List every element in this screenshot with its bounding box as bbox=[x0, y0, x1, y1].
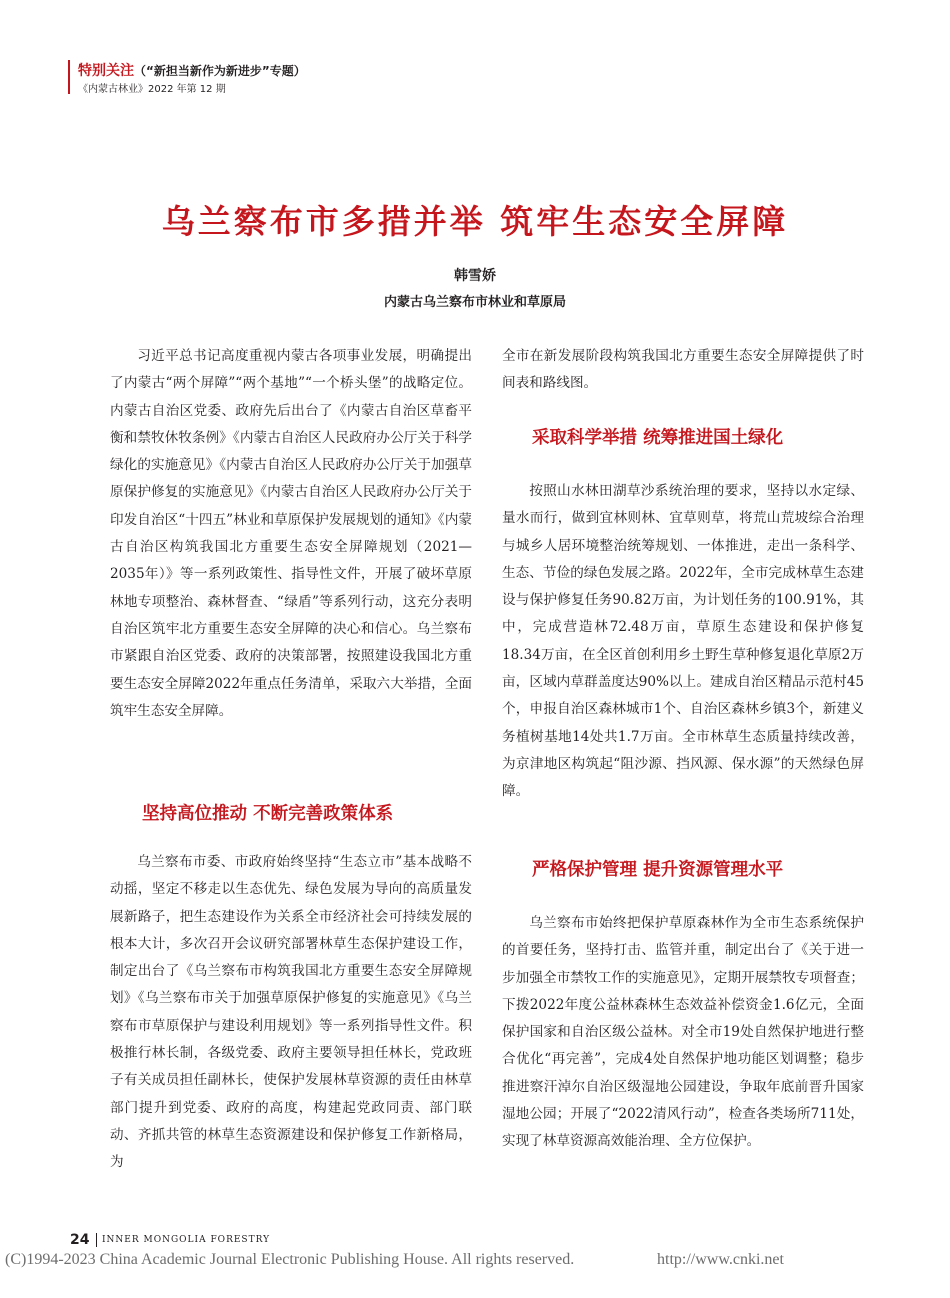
protection-paragraph: 乌兰察布市始终把保护草原森林作为全市生态系统保护的首要任务，坚持打击、监管并重，制定出台了《关于进一步加强全市禁牧工作的实施意见》，定期开展禁牧专项督查；下拨2022年度公益林森林生态效益补偿资金1.6亿元，全面保护国家和自治区级公益林。对全市19处自然保护地进行整合优化“再完善”，完成4处自然保护地功能区划调整；稳步推进察汗淖尔自治区级湿地公园建设，争取年底前晋升国家湿地公园；开展了“2022清风行动”，检查各类场所711处，实现了林草资源高效能治理、全方位保护。 bbox=[502, 915, 864, 1150]
header-accent-bar bbox=[68, 60, 70, 94]
section-heading-greening: 采取科学举措 统筹推进国土绿化 bbox=[532, 428, 784, 448]
page-number: 24 bbox=[70, 1232, 90, 1248]
journal-issue: 《内蒙古林业》2022 年第 12 期 bbox=[78, 84, 226, 95]
continued-paragraph: 全市在新发展阶段构筑我国北方重要生态安全屏障提供了时间表和路线图。 bbox=[502, 348, 864, 392]
author-affiliation: 内蒙古乌兰察布市林业和草原局 bbox=[383, 295, 566, 310]
footer-divider bbox=[96, 1233, 97, 1247]
column-name: 特别关注 bbox=[78, 63, 134, 79]
copyright-line bbox=[5, 1251, 945, 1269]
column-header bbox=[78, 60, 306, 80]
section-heading-protection: 严格保护管理 提升资源管理水平 bbox=[532, 860, 784, 880]
article-title: 乌兰察布市多措并举 筑牢生态安全屏障 bbox=[161, 202, 789, 241]
intro-paragraph: 习近平总书记高度重视内蒙古各项事业发展，明确提出了内蒙古“两个屏障”“两个基地”“一个桥头堡”的战略定位。内蒙古自治区党委、政府先后出台了《内蒙古自治区草畜平衡和禁牧休牧条例》《内蒙古自治区人民政府办公厅关于科学绿化的实施意见》《内蒙古自治区人民政府办公厅关于加强草原保护修复的实施意见》《内蒙古自治区人民政府办公厅关于印发自治区“十四五”林业和草原保护发展规划的通知》《内蒙古自治区构筑我国北方重要生态安全屏障规划（2021—2035年）》等一系列政策性、指导性文件，开展了破坏草原林地专项整治、森林督查、“绿盾”等系列行动，这充分表明自治区筑牢北方重要生态安全屏障的决心和信心。乌兰察布市紧跟自治区党委、政府的决策部署，按照建设我国北方重要生态安全屏障2022年重点任务清单，采取六大举措，全面筑牢生态安全屏障。 bbox=[110, 348, 472, 719]
article-author: 韩雪娇 bbox=[454, 268, 496, 284]
copyright-text: (C)1994-2023 China Academic Journal Electronic Publishing House. All rights reserved. bbox=[5, 1251, 575, 1268]
right-column bbox=[502, 343, 864, 1156]
left-column bbox=[110, 343, 472, 1177]
section-heading-policy: 坚持高位推动 不断完善政策体系 bbox=[142, 804, 394, 824]
column-topic: （“新担当新作为新进步”专题） bbox=[134, 64, 306, 78]
policy-paragraph: 乌兰察布市委、市政府始终坚持“生态立市”基本战略不动摇，坚定不移走以生态优先、绿色发展为导向的高质量发展新路子，把生态建设作为关系全市经济社会可持续发展的根本大计，多次召开会议研究部署林草生态保护建设工作，制定出台了《乌兰察布市构筑我国北方重要生态安全屏障规划》《乌兰察布市关于加强草原保护修复的实施意见》《乌兰察布市草原保护与建设利用规划》等一系列指导性文件。积极推行林长制，各级党委、政府主要领导担任林长，党政班子有关成员担任副林长，使保护发展林草资源的责任由林草部门提升到党委、政府的高度，构建起党政同责、部门联动、齐抓共管的林草生态资源建设和保护修复工作新格局，为 bbox=[110, 854, 472, 1171]
footer-journal-name: INNER MONGOLIA FORESTRY bbox=[102, 1235, 271, 1245]
website-link[interactable]: http://www.cnki.net bbox=[657, 1251, 784, 1268]
greening-paragraph: 按照山水林田湖草沙系统治理的要求，坚持以水定绿、量水而行，做到宜林则林、宜草则草，将荒山荒坡综合治理与城乡人居环境整治统筹规划、一体推进，走出一条科学、生态、节俭的绿色发展之路。2022年，全市完成林草生态建设与保护修复任务90.82万亩，为计划任务的100.91%，其中，完成营造林72.48万亩，草原生态建设和保护修复18.34万亩，在全区首创利用乡土野生草种修复退化草原2万亩，区域内草群盖度达90%以上。建成自治区精品示范村45个，申报自治区森林城市1个、自治区森林乡镇3个，新建义务植树基地14处共1.7万亩。全市林草生态质量持续改善，为京津地区构筑起“阻沙源、挡风源、保水源”的天然绿色屏障。 bbox=[502, 483, 864, 800]
